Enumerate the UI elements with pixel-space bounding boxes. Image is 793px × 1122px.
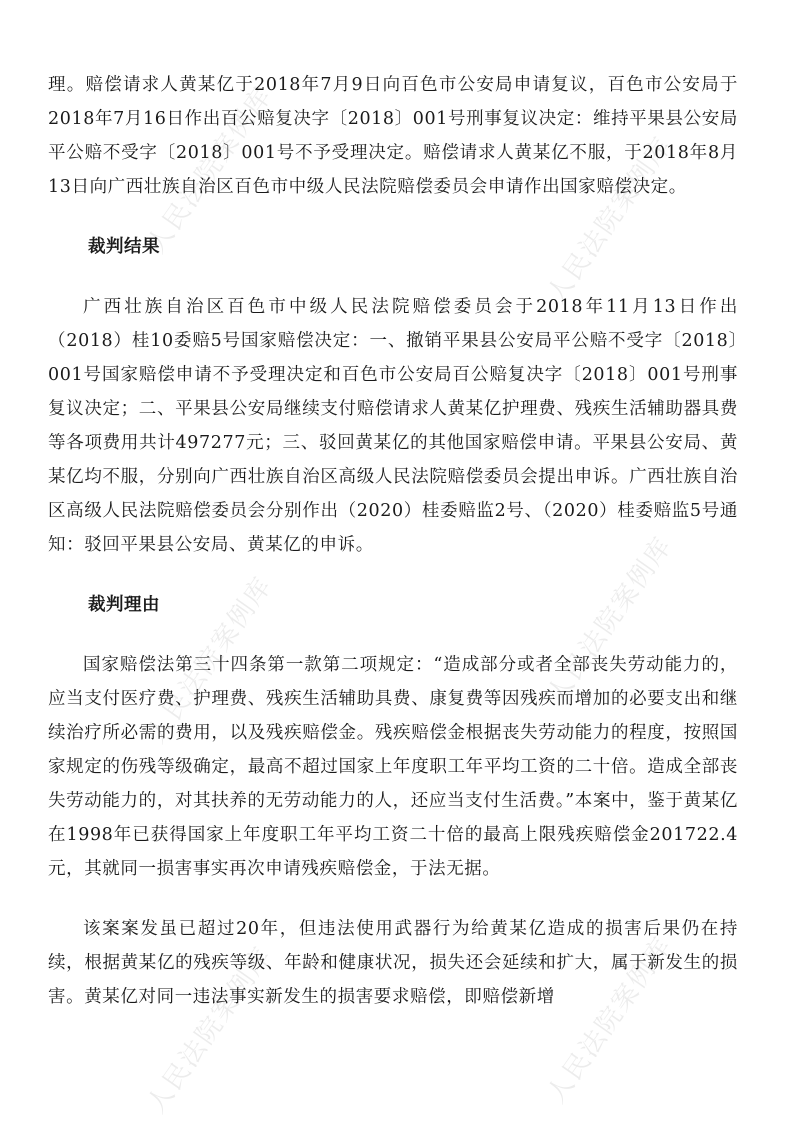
paragraph-result: 广西壮族自治区百色市中级人民法院赔偿委员会于2018年11月13日作出（2018）桂10委赔5号国家赔偿决定：一、撤销平果县公安局平公赔不受字〔2018〕001号国家赔偿申请不予受理决定和百色市公安局百公赔复决字〔2018〕001号刑事复议决定；二、平果县公安局继续支付赔偿请求人黄某亿护理费、残疾生活辅助器具费等各项费用共计497277元；三、驳回黄某亿的其他国家赔偿申请。平果县公安局、黄某亿均不服，分别向广西壮族自治区高级人民法院赔偿委员会提出申诉。广西壮族自治区高级人民法院赔偿委员会分别作出（2020）桂委赔监2号、（2020）桂委赔监5号通知：驳回平果县公安局、黄某亿的申诉。 [48, 297, 738, 555]
watermark: 人民法院案例库 [141, 81, 279, 259]
heading-judgment-reason: 裁判理由 [88, 595, 160, 615]
paragraph-intro: 理。赔偿请求人黄某亿于2018年7月9日向百色市公安局申请复议，百色市公安局于2018年7月16日作出百公赔复决字〔2018〕001号刑事复议决定：维持平果县公安局平公赔不受字〔2018〕001号不予受理决定。赔偿请求人黄某亿不服，于2018年8月13日向广西壮族自治区百色市中级人民法院赔偿委员会申请作出国家赔偿决定。 [48, 75, 738, 197]
watermark: 人民法院案例库 [141, 941, 279, 1119]
paragraph-reason-1: 国家赔偿法第三十四条第一款第二项规定：“造成部分或者全部丧失劳动能力的，应当支付医疗费、护理费、残疾生活辅助具费、康复费等因残疾而增加的必要支出和继续治疗所必需的费用，以及残疾赔偿金。残疾赔偿金根据丧失劳动能力的程度，按照国家规定的伤残等级确定，最高不超过国家上年度职工年平均工资的二十倍。造成全部丧失劳动能力的，对其扶养的无劳动能力的人，还应当支付生活费。”本案中，鉴于黄某亿在1998年已获得国家上年度职工年平均工资二十倍的最高上限残疾赔偿金201722.4元，其就同一损害事实再次申请残疾赔偿金，于法无据。 [48, 655, 738, 879]
watermark: 人民法院案例库 [541, 931, 679, 1109]
watermark: 人民法院案例库 [541, 531, 679, 709]
document-body [48, 68, 738, 1040]
heading-judgment-result: 裁判结果 [88, 237, 160, 257]
watermark: 人民法院案例库 [141, 571, 279, 749]
paragraph-reason-2: 该案案发虽已超过20年，但违法使用武器行为给黄某亿造成的损害后果仍在持续，根据黄某亿的残疾等级、年龄和健康状况，损失还会延续和扩大，属于新发生的损害。黄某亿对同一违法事实新发生的损害要求赔偿，即赔偿新增 [48, 919, 738, 1007]
watermark: 人民法院案例库 [541, 131, 679, 309]
